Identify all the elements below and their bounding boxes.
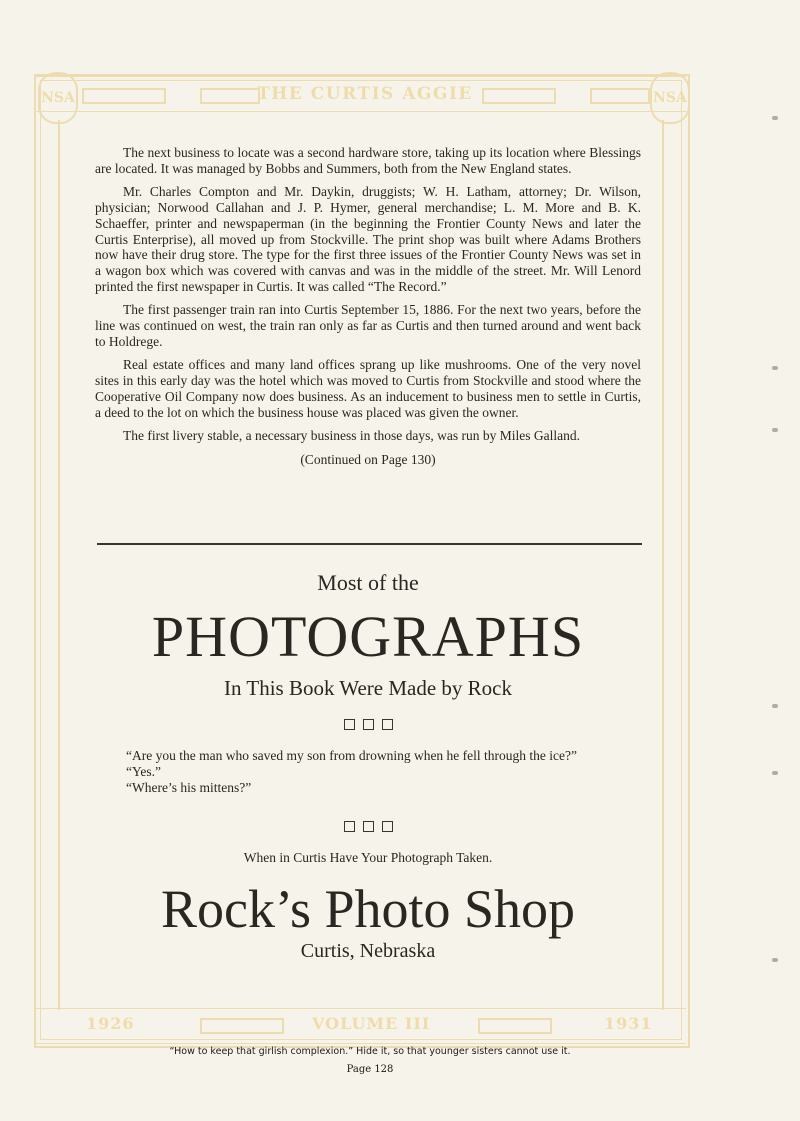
border-rail-right: [662, 120, 664, 1010]
page-header-title: THE CURTIS AGGIE: [257, 84, 473, 104]
ornament-squares: [95, 719, 641, 730]
header-ornament: [482, 88, 556, 104]
square-ornament-icon: [344, 821, 355, 832]
monogram-right: NSA: [650, 72, 690, 124]
scan-mark: [772, 704, 778, 708]
square-ornament-icon: [344, 719, 355, 730]
square-ornament-icon: [382, 821, 393, 832]
shop-city: Curtis, Nebraska: [300, 940, 436, 962]
scan-mark: [772, 771, 778, 775]
section-divider: [97, 543, 642, 545]
footer-ornament: [200, 1018, 284, 1034]
square-ornament-icon: [363, 821, 374, 832]
footer-volume: VOLUME III: [312, 1014, 431, 1033]
square-ornament-icon: [382, 719, 393, 730]
monogram-left: NSA: [38, 72, 78, 124]
header-ornament: [82, 88, 166, 104]
ad-headline: PHOTOGRAPHS: [151, 604, 585, 669]
ad-subline: In This Book Were Made by Rock: [224, 676, 512, 700]
shop-name: Rock’s Photo Shop: [160, 879, 576, 939]
joke-line: “Yes.”: [126, 764, 162, 779]
article-paragraph: The first passenger train ran into Curtis September 15, 1886. For the next two years, before the line was continued on west, the train ran only as far as Curtis and then turned around and went back to Holdrege.: [95, 302, 641, 349]
scan-mark: [772, 958, 778, 962]
article-body: [95, 145, 641, 468]
footer-year-right: 1931: [604, 1014, 653, 1033]
article-paragraph: The next business to locate was a second hardware store, taking up its location where Blessings are located. It was managed by Bobbs and Summers, both from the New England states.: [95, 145, 641, 176]
footer-year-left: 1926: [86, 1014, 135, 1033]
header-ornament: [590, 88, 650, 104]
joke: [95, 748, 641, 796]
article-paragraph: Mr. Charles Compton and Mr. Daykin, druggists; W. H. Latham, attorney; Dr. Wilson, physician; Norwood Callahan and J. P. Hymer, general merchandise; L. M. More and B. K. Schaeffer, printer and newspaperman (in the beginning the Frontier County News and later the Curtis Enterprise), all moved up from Stockville. The print shop was built where Adams Brothers now have their drug store. The type for the first three issues of the Frontier County News was set in a wagon box which was covered with canvas and was in the middle of the street. Mr. Will Lenord printed the first newspaper in Curtis. It was called “The Record.”: [95, 184, 641, 294]
article-paragraph: The first livery stable, a necessary business in those days, was run by Miles Galland.: [123, 428, 581, 444]
scan-mark: [772, 366, 778, 370]
page-caption: “How to keep that girlish complexion.” Hide it, so that younger sisters cannot use it.: [169, 1046, 571, 1057]
joke-line: “Are you the man who saved my son from drowning when he fell through the ice?”: [126, 748, 577, 763]
article-paragraph: Real estate offices and many land offices sprang up like mushrooms. One of the very novel sites in this early day was the hotel which was moved to Curtis from Stockville and stood where the Cooperative Oil Company now does business. As an inducement to business men to settle in Curtis, a deed to the lot on which the business house was placed was given the owner.: [95, 357, 641, 420]
continued-note: (Continued on Page 130): [300, 451, 436, 467]
page-number: Page 128: [346, 1064, 394, 1075]
border-rail-left: [58, 120, 60, 1010]
ad-intro: Most of the: [317, 570, 419, 595]
scan-mark: [772, 428, 778, 432]
scan-mark: [772, 116, 778, 120]
ornament-squares: [95, 821, 641, 832]
footer-ornament: [478, 1018, 552, 1034]
joke-line: “Where’s his mittens?”: [126, 780, 252, 795]
square-ornament-icon: [363, 719, 374, 730]
ad-tagline: When in Curtis Have Your Photograph Taken.: [243, 850, 493, 865]
